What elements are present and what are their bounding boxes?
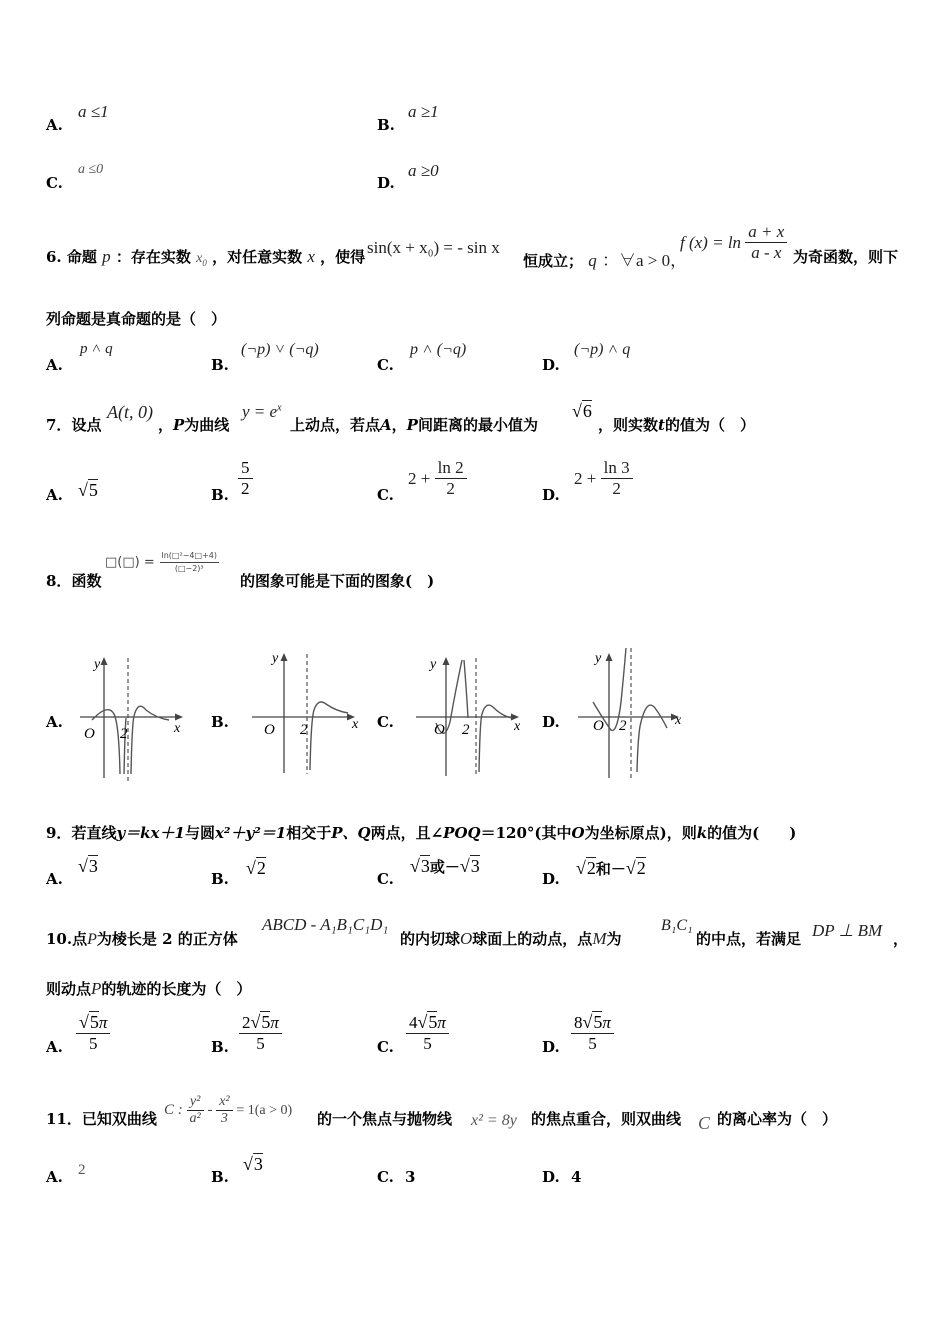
y-arrow-icon: [101, 657, 108, 665]
q6-q: q: [588, 251, 597, 270]
q11-option-d-label: D.: [542, 1168, 560, 1186]
q11-text-3: 的焦点重合，则双曲线: [531, 1110, 682, 1128]
q5-option-b-label: B.: [377, 116, 395, 134]
q9-option-c-label: C.: [377, 870, 394, 888]
q9-option-a-label: A.: [46, 870, 63, 888]
x-label: x: [675, 713, 682, 728]
q11-C: C: [698, 1113, 711, 1133]
q10-segment: B₁C₁: [661, 917, 693, 934]
q7-A: A: [380, 416, 392, 434]
q6-option-b-expr: (¬p) ˅ (¬q): [241, 341, 319, 358]
y-arrow-icon: [443, 657, 450, 665]
q7-point: A(t, 0): [107, 402, 153, 422]
q6-text-6: ：∀a > 0，: [601, 251, 688, 270]
q5-option-b-expr: a ≥1: [408, 102, 439, 121]
x-label: x: [174, 721, 181, 736]
q10-text-6: 的中点，若满足: [696, 930, 802, 948]
q6-text-7: 为奇函数，则下: [793, 248, 899, 266]
q10-option-d-label: D.: [542, 1038, 560, 1056]
q6-text-1: 命题: [66, 248, 97, 266]
q5-option-d-label: D.: [377, 174, 395, 192]
q6-text-4: ，使得: [320, 248, 366, 266]
q9-option-b-expr: √2: [246, 858, 266, 878]
q8-option-b-label: B.: [211, 713, 229, 731]
q10-option-b-expr: $\frac{2√5\pi}{5}$: [239, 1012, 282, 1054]
curve-right: [310, 702, 348, 770]
q7-option-b-label: B.: [211, 486, 229, 504]
q6-stem-2: [523, 246, 687, 271]
q6-option-d-label: D.: [542, 356, 560, 374]
q9-line-eq: y＝kx＋1: [116, 824, 185, 842]
y-label: y: [430, 657, 437, 672]
q9-circle-eq: x²＋y²＝1: [214, 824, 287, 842]
q8-graph-c: [410, 648, 535, 783]
q11-option-d-value: 4: [571, 1168, 582, 1186]
q10-stem: 10.点P为棱长是 2 的正方体: [46, 930, 238, 948]
x-label: x: [514, 719, 521, 734]
q8-option-d-label: D.: [542, 713, 560, 731]
q7-P2: P: [406, 416, 418, 434]
y-label: y: [595, 651, 602, 666]
q10-condition: DP ⊥ BM: [812, 921, 883, 940]
q6-text-2: ：存在实数: [115, 248, 191, 266]
q5-option-a-label: A.: [46, 116, 63, 134]
q7-option-c-label: C.: [377, 486, 394, 504]
curve-right: [131, 706, 169, 774]
q10-cube: ABCD - A₁B₁C₁D₁: [262, 915, 389, 934]
y-arrow-icon: [281, 653, 288, 661]
y-arrow-icon: [606, 653, 613, 661]
curve-right: [637, 705, 667, 772]
q8-graph-b: [246, 648, 371, 783]
q11-parabola: x² = 8y: [471, 1112, 517, 1129]
y-label: y: [94, 657, 101, 672]
q10-option-b-label: B.: [211, 1038, 229, 1056]
q7-option-a-label: A.: [46, 486, 63, 504]
x-label: x: [352, 717, 359, 732]
q11-option-c-value: 3: [405, 1168, 416, 1186]
q9-option-b-label: B.: [211, 870, 229, 888]
q9-option-d-label: D.: [542, 870, 560, 888]
q11-hyperbola: C : $\frac{\text{y²}}{\text{a²}}$ - $\frac{\text{x²}}{3}$ = 1(a > 0): [164, 1094, 293, 1126]
q11-option-b-expr: √3: [243, 1154, 263, 1174]
q7-stem: [46, 414, 101, 435]
q10-stem-line2: 则动点P的轨迹的长度为（ ）: [46, 979, 252, 998]
origin-label: O: [84, 726, 95, 742]
q6-text-3: ，对任意实数: [212, 248, 303, 266]
q11-option-a-label: A.: [46, 1168, 63, 1186]
q9-option-d-expr: √2和－√2: [576, 858, 646, 878]
q6-x: x: [307, 247, 315, 266]
q11-option-b-label: B.: [211, 1168, 229, 1186]
q8-text-1: 函数: [71, 572, 102, 590]
q8-function: □(□) = $\frac{\text{ln(□²−4□+4)}}{\text{(□−2)³}}$: [105, 551, 217, 573]
q11-stem: 11．已知双曲线: [46, 1110, 157, 1128]
q10-option-c-label: C.: [377, 1038, 394, 1056]
q6-option-c-label: C.: [377, 356, 394, 374]
q5-option-a-expr: a ≤1: [78, 102, 109, 121]
q7-P: P: [173, 416, 185, 434]
q7-min-distance: √6: [572, 401, 592, 421]
q6-option-b-label: B.: [211, 356, 229, 374]
y-label: y: [272, 651, 279, 666]
q7-curve: $y = e^x$: [242, 402, 282, 421]
q7-option-d-label: D.: [542, 486, 560, 504]
q7-option-c-expr: 2 + $\frac{\ln 2}{2}$: [408, 458, 467, 499]
q9-option-c-expr: √3或－√3: [410, 856, 480, 876]
origin-label: O: [264, 722, 275, 738]
q8-number: 8．: [46, 572, 72, 590]
q7-stem-4: ，则实数t的值为（ ）: [598, 416, 755, 434]
q10-option-a-label: A.: [46, 1038, 63, 1056]
q6-stem: [46, 246, 365, 268]
q6-equation: sin(x + x₀) = - sin x: [367, 238, 500, 257]
q7-number: 7．: [46, 416, 72, 434]
q8-graph-a: [70, 648, 195, 783]
q6-x0: $x_0$: [196, 251, 207, 268]
q9-stem: 9．若直线y＝kx＋1与圆x²＋y²＝1相交于P、Q两点，且∠POQ＝120°(其中O为坐标原点)，则k的值为( ): [46, 824, 797, 842]
q6-number: 6.: [46, 248, 62, 266]
q7-option-b-expr: $\frac{5}{2}$: [238, 458, 253, 499]
q6-p: p: [102, 247, 111, 266]
q11-text-2: 的一个焦点与抛物线: [317, 1110, 453, 1128]
q6-stem-line2: 列命题是真命题的是（ ）: [46, 310, 227, 328]
q10-text-7: ，: [893, 930, 909, 948]
q11-text-4: 的离心率为（ ）: [717, 1110, 838, 1128]
q7-stem-2: ，P为曲线: [158, 416, 230, 434]
q7-stem-3: 上动点，若点A，P间距离的最小值为: [290, 416, 538, 434]
two-label: 2: [462, 722, 470, 738]
x-arrow-icon: [175, 714, 183, 721]
q10-option-a-expr: $\frac{√5\pi}{5}$: [76, 1012, 110, 1054]
q8-stem: [46, 570, 101, 591]
q9-option-a-expr: √3: [78, 856, 98, 876]
q8-option-c-label: C.: [377, 713, 394, 731]
q6-option-c-expr: p ˄ (¬q): [410, 341, 467, 358]
q8-graph-d: [575, 642, 700, 784]
q6-option-d-expr: (¬p) ˄ q: [574, 341, 631, 358]
q5-option-c-expr: a ≤0: [78, 162, 104, 177]
q7-option-a-expr: √5: [78, 480, 98, 500]
q10-option-d-expr: $\frac{8√5\pi}{5}$: [571, 1012, 614, 1054]
q6-text-5: 恒成立；: [523, 252, 584, 270]
q6-option-a-expr: p ˄ q: [80, 341, 113, 357]
two-label: 2: [619, 718, 627, 734]
q8-option-a-label: A.: [46, 713, 63, 731]
q11-option-c-label: C.: [377, 1168, 394, 1186]
q6-option-a-label: A.: [46, 356, 63, 374]
q7-t: t: [658, 416, 665, 434]
q10-option-c-expr: $\frac{4√5\pi}{5}$: [406, 1012, 449, 1054]
origin-label: O: [593, 718, 604, 734]
q5-option-c-label: C.: [46, 174, 63, 192]
curve-right: [479, 705, 512, 772]
q7-text-1: 设点: [71, 416, 102, 434]
q5-option-d-expr: a ≥0: [408, 161, 439, 180]
q8-text-2: 的图象可能是下面的图象( ): [240, 572, 435, 590]
q6-function: f (x) = ln $\frac{a + x}{a - x}$: [680, 222, 787, 263]
origin-label: O: [434, 722, 445, 738]
q7-option-d-expr: 2 + $\frac{\ln 3}{2}$: [574, 458, 633, 499]
q10-stem-2: 的内切球O球面上的动点，点M为: [400, 929, 622, 948]
q11-option-a-value: 2: [78, 1162, 86, 1178]
two-label: 2: [120, 726, 128, 742]
two-label: 2: [300, 722, 308, 738]
